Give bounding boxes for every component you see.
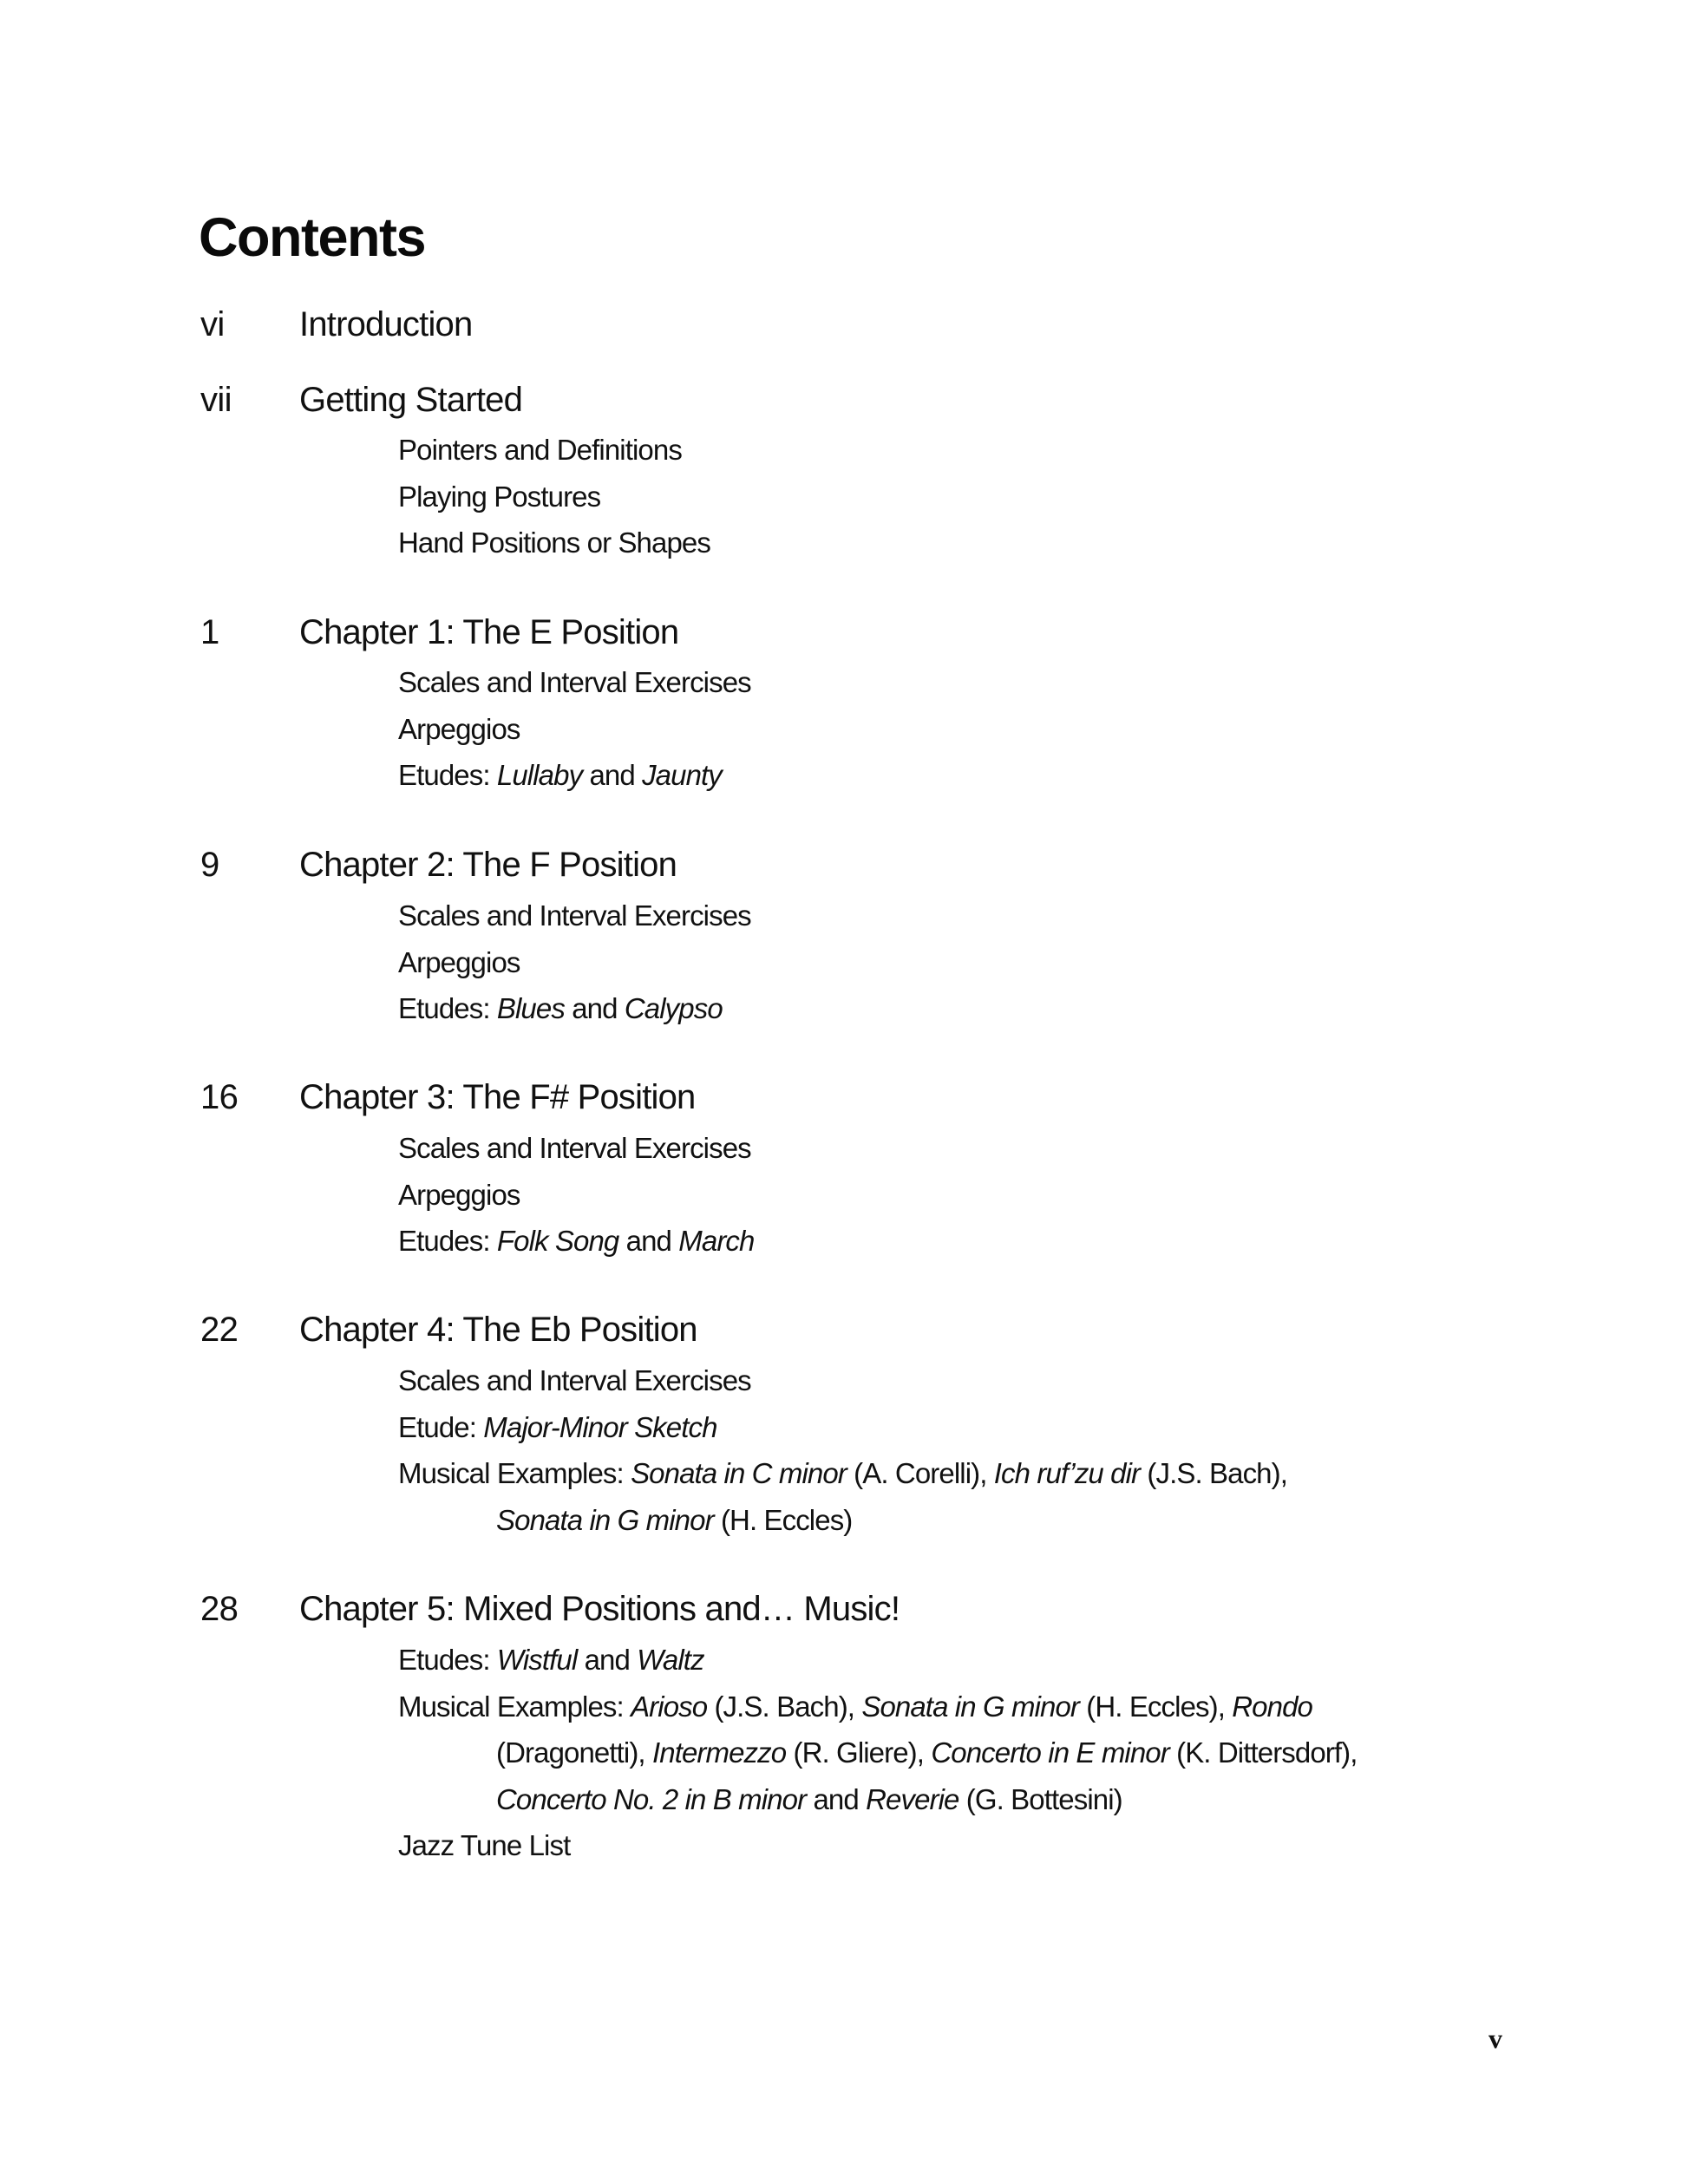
toc-text: and	[564, 992, 625, 1024]
toc-subitem	[398, 715, 520, 743]
toc-subitem	[398, 901, 751, 930]
toc-text: (R. Gliere),	[786, 1736, 932, 1769]
toc-subitem-continuation	[496, 1785, 1122, 1814]
work-title: Blues	[496, 992, 565, 1024]
toc-heading: Getting Started	[299, 381, 523, 419]
toc-text: Scales and Interval Exercises	[398, 666, 751, 698]
toc-text: Hand Positions or Shapes	[398, 526, 710, 559]
toc-text: Scales and Interval Exercises	[398, 899, 751, 932]
work-title: Wistful	[496, 1644, 578, 1676]
toc-subitem	[398, 1366, 751, 1395]
work-title: Concerto No. 2 in B minor	[496, 1783, 807, 1815]
work-title: Sonata in G minor	[496, 1504, 714, 1536]
toc-heading: Chapter 4: The Eb Position	[299, 1311, 697, 1349]
toc-text: Etudes:	[398, 759, 497, 791]
toc-subitem	[398, 1459, 1287, 1488]
toc-text: (J.S. Bach),	[1140, 1457, 1287, 1489]
toc-heading: Chapter 5: Mixed Positions and… Music!	[299, 1590, 900, 1628]
work-title: Arioso	[631, 1690, 708, 1723]
toc-text: Etudes:	[398, 992, 497, 1024]
toc-text: Musical Examples:	[398, 1457, 631, 1489]
toc-text: (G. Bottesini)	[958, 1783, 1122, 1815]
work-title: March	[678, 1225, 755, 1257]
toc-subitem	[398, 994, 723, 1023]
toc-text: Musical Examples:	[398, 1690, 631, 1723]
toc-text: and	[618, 1225, 679, 1257]
toc-text: (H. Eccles)	[713, 1504, 853, 1536]
work-title: Rondo	[1232, 1690, 1312, 1723]
work-title: Calypso	[624, 992, 723, 1024]
work-title: Intermezzo	[651, 1736, 787, 1769]
toc-page-number: 22	[200, 1311, 239, 1349]
toc-text: and	[582, 759, 643, 791]
toc-text: and	[806, 1783, 867, 1815]
toc-heading: Chapter 1: The E Position	[299, 613, 679, 651]
toc-page-number: vii	[200, 381, 232, 419]
page-title: Contents	[199, 207, 425, 268]
toc-subitem	[398, 1134, 751, 1162]
toc-text: (H. Eccles),	[1079, 1690, 1233, 1723]
toc-text: (J.S. Bach),	[707, 1690, 862, 1723]
toc-page-number: vi	[200, 305, 225, 343]
toc-subitem-continuation	[496, 1506, 852, 1534]
work-title: Reverie	[866, 1783, 959, 1815]
work-title: Concerto in E minor	[931, 1736, 1169, 1769]
work-title: Sonata in C minor	[631, 1457, 847, 1489]
toc-text: Etudes:	[398, 1225, 497, 1257]
toc-subitem	[398, 482, 600, 511]
toc-text: Arpeggios	[398, 713, 520, 745]
toc-subitem	[398, 528, 710, 557]
work-title: Jaunty	[642, 759, 722, 791]
work-title: Sonata in G minor	[861, 1690, 1079, 1723]
toc-heading: Introduction	[299, 305, 473, 343]
toc-subitem	[398, 948, 520, 977]
toc-text: Arpeggios	[398, 1179, 520, 1211]
toc-text: Etudes:	[398, 1644, 497, 1676]
toc-heading: Chapter 3: The F# Position	[299, 1078, 696, 1116]
toc-subitem	[398, 1645, 704, 1674]
toc-subitem	[398, 668, 751, 696]
toc-text: (K. Dittersdorf),	[1168, 1736, 1358, 1769]
toc-page-number: 9	[200, 846, 219, 884]
toc-page-number: 28	[200, 1590, 239, 1628]
toc-text: Pointers and Definitions	[398, 434, 682, 466]
toc-text: Etude:	[398, 1411, 484, 1443]
work-title: Major-Minor Sketch	[483, 1411, 717, 1443]
toc-subitem	[398, 1413, 717, 1442]
toc-text: (Dragonetti),	[496, 1736, 652, 1769]
toc-text: Scales and Interval Exercises	[398, 1364, 751, 1396]
toc-text: Playing Postures	[398, 481, 601, 513]
toc-subitem	[398, 1692, 1312, 1721]
toc-subitem	[398, 761, 722, 789]
toc-subitem	[398, 1226, 754, 1255]
toc-page-number: 16	[200, 1078, 239, 1116]
toc-subitem	[398, 435, 682, 464]
toc-text: Scales and Interval Exercises	[398, 1132, 751, 1164]
work-title: Folk Song	[496, 1225, 619, 1257]
page-number: v	[1488, 2023, 1502, 2054]
toc-text: Arpeggios	[398, 946, 520, 978]
toc-text: (A. Corelli),	[846, 1457, 994, 1489]
toc-text: Jazz Tune List	[398, 1829, 571, 1861]
work-title: Ich ruf’zu dir	[993, 1457, 1141, 1489]
toc-text: and	[577, 1644, 638, 1676]
work-title: Lullaby	[496, 759, 583, 791]
work-title: Waltz	[637, 1644, 704, 1676]
toc-subitem	[398, 1831, 570, 1860]
toc-subitem-continuation	[496, 1738, 1358, 1767]
toc-subitem	[398, 1180, 520, 1209]
toc-page-number: 1	[200, 613, 219, 651]
toc-heading: Chapter 2: The F Position	[299, 846, 677, 884]
